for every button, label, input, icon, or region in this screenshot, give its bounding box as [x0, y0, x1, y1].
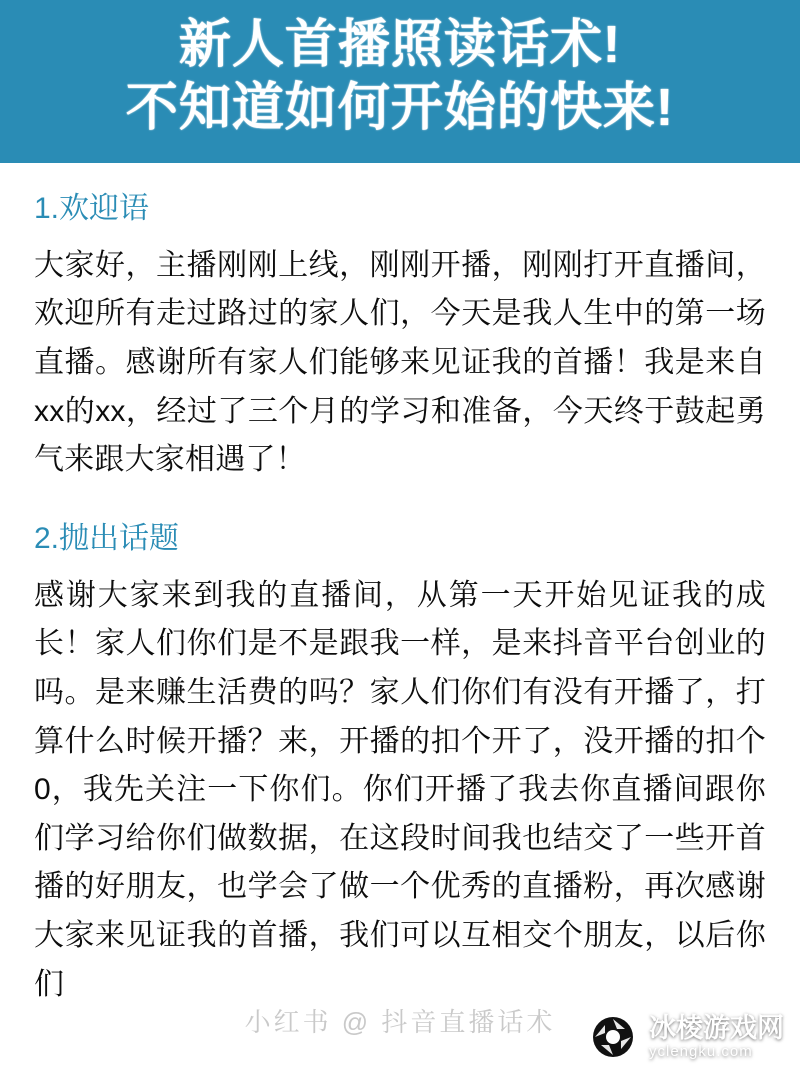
brand-text-group	[649, 1014, 784, 1060]
banner-title-line-1: 新人首播照读话术!	[178, 16, 622, 74]
watermark-text: 小红书 @ 抖音直播话术	[244, 1007, 556, 1037]
section-heading-topic: 2.抛出话题	[34, 521, 180, 555]
section-heading-welcome: 1.欢迎语	[34, 191, 150, 225]
banner-title-line-2: 不知道如何开始的快来!	[125, 79, 675, 138]
header-banner	[0, 0, 800, 163]
brand-watermark	[587, 1011, 784, 1063]
article-content	[0, 163, 800, 1009]
camera-shutter-icon	[587, 1011, 639, 1063]
section-body-welcome: 大家好，主播刚刚上线，刚刚开播，刚刚打开直播间，欢迎所有走过路过的家人们，今天是我人生中的第一场直播。感谢所有家人们能够来见证我的首播！我是来自xx的xx，经过了三个月的学习和准备，今天终于鼓起勇气来跟大家相遇了！	[34, 248, 766, 477]
brand-name: 冰棱游戏网	[649, 1012, 784, 1043]
brand-url: yclengku.com	[649, 1042, 753, 1060]
section-body-topic: 感谢大家来到我的直播间，从第一天开始见证我的成长！家人们你们是不是跟我一样，是来抖音平台创业的吗。是来赚生活费的吗？家人们你们有没有开播了，打算什么时候开播？来，开播的扣个开了，没开播的扣个0，我先关注一下你们。你们开播了我去你直播间跟你们学习给你们做数据，在这段时间我也结交了一些开首播的好朋友，也学会了做一个优秀的直播粉，再次感谢大家来见证我的首播，我们可以互相交个朋友，以后你们	[34, 578, 766, 1001]
